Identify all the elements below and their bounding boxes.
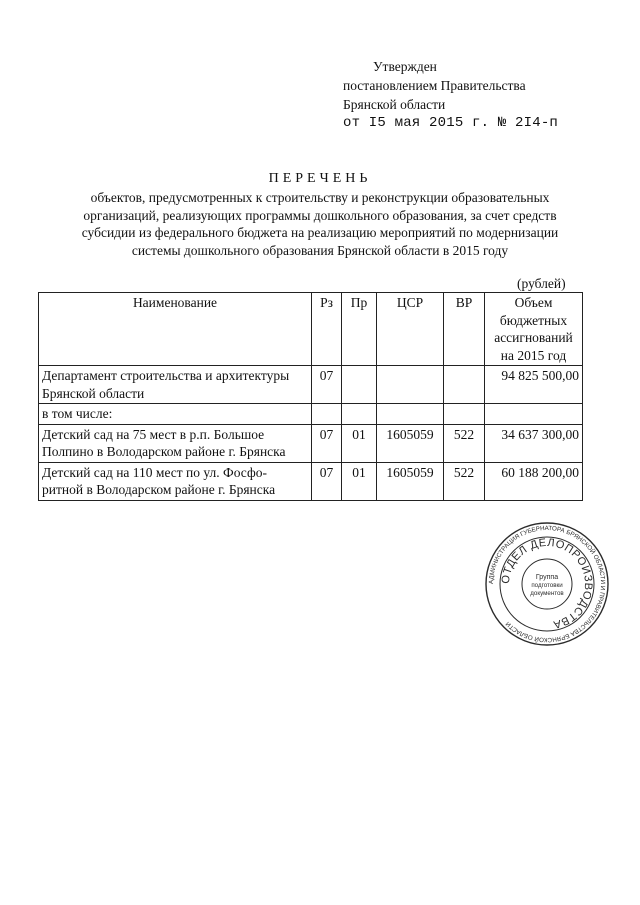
header-pr: Пр [342,293,377,366]
stamp-outer-text: АДМИНИСТРАЦИЯ ГУБЕРНАТОРА БРЯНСКОЙ ОБЛАСТИ И ПРАВИТЕЛЬСТВА БРЯНСКОЙ ОБЛАСТИ [487,524,607,644]
header-rz: Рз [312,293,342,366]
cell-rz: 07 [312,366,342,404]
office-seal-stamp [484,521,610,647]
cell-csr [377,404,444,425]
stamp-middle-text: ОТДЕЛ ДЕЛОПРОИЗВОДСТВА [499,536,595,631]
cell-name: Детский сад на 110 мест по ул. Фосфо-ритной в Володарском районе г. Брянска [39,462,312,500]
cell-csr: 1605059 [377,462,444,500]
table-row [39,424,583,462]
cell-name: Департамент строительства и архитектуры Брянской области [39,366,312,404]
header-name: Наименование [39,293,312,366]
cell-pr [342,404,377,425]
cell-vr: 522 [444,462,485,500]
cell-budget [485,404,583,425]
document-title: ПЕРЕЧЕНЬ [268,171,372,186]
header-vr: ВР [444,293,485,366]
approval-block [343,57,558,133]
cell-budget: 34 637 300,00 [485,424,583,462]
cell-csr: 1605059 [377,424,444,462]
table-row [39,404,583,425]
subtitle-line-4: системы дошкольного образования Брянской области в 2015 году [131,242,509,258]
cell-vr [444,404,485,425]
unit-note: (рублей) [517,276,566,291]
cell-budget: 60 188 200,00 [485,462,583,500]
cell-pr: 01 [342,462,377,500]
cell-vr [444,366,485,404]
cell-pr: 01 [342,424,377,462]
approval-line-resolution: постановлением Правительства [343,78,526,93]
table-header-row [39,293,583,366]
header-csr: ЦСР [377,293,444,366]
table-row [39,366,583,404]
document-subtitle [30,189,610,259]
table-row [39,462,583,500]
stamp-center-line-1: Группа [535,574,559,581]
cell-name: в том числе: [39,404,312,425]
approval-line-region: Брянской области [343,97,446,112]
approval-date-number: от I5 мая 2015 г. № 2I4-п [343,115,559,131]
subtitle-line-1: объектов, предусмотренных к строительству и реконструкции образовательных [90,190,550,205]
header-budget: Объем бюджетных ассигнований на 2015 год [485,293,583,366]
cell-name: Детский сад на 75 мест в р.п. Большое Полпино в Володарском районе г. Брянска [39,424,312,462]
cell-csr [377,366,444,404]
cell-budget: 94 825 500,00 [485,366,583,404]
cell-rz: 07 [312,462,342,500]
stamp-center-line-3: документов [530,590,564,597]
cell-vr: 522 [444,424,485,462]
subtitle-line-3: субсидии из федерального бюджета на реализацию мероприятий по модернизации [81,225,559,240]
subtitle-line-2: организаций, реализующих программы дошкольного образования, за счет средств [83,207,557,223]
stamp-center-line-2: подготовки [531,582,563,589]
cell-rz: 07 [312,424,342,462]
approval-title: Утвержден [373,59,437,74]
cell-rz [312,404,342,425]
allocation-table [38,292,583,501]
cell-pr [342,366,377,404]
